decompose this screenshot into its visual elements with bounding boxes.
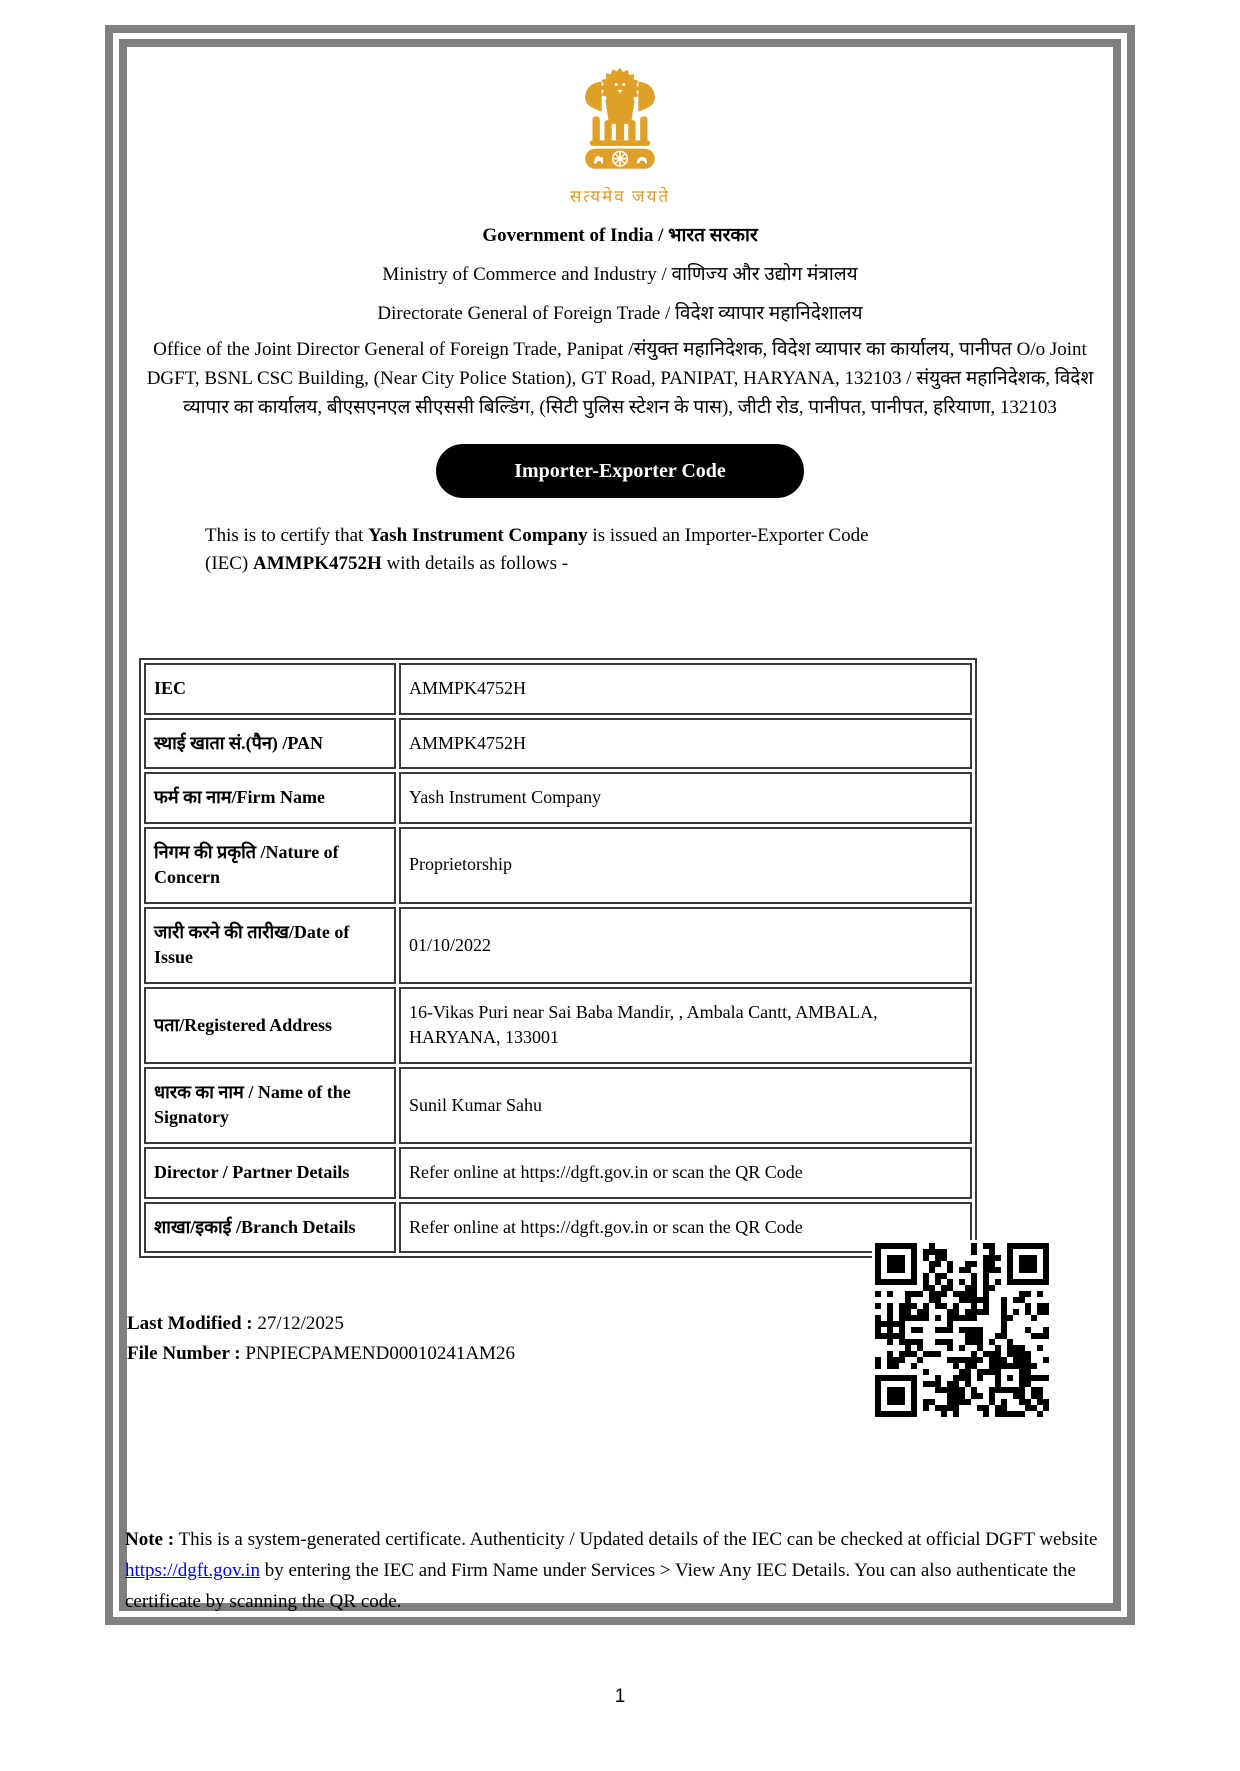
iec-code: AMMPK4752H — [253, 553, 382, 574]
meta-block — [127, 1309, 515, 1369]
last-modified-label: Last Modified : — [127, 1313, 253, 1334]
row-value: Refer online at https://dgft.gov.in or scan the QR Code — [399, 1202, 972, 1254]
table-row — [144, 1202, 972, 1254]
note-text-before-link: This is a system-generated certificate. Authenticity / Updated details of the IEC can be checked at official DGFT website — [174, 1529, 1098, 1550]
table-row — [144, 987, 972, 1064]
government-of-india-line: Government of India / भारत सरकार — [482, 225, 758, 246]
office-address-line: Office of the Joint Director General of Foreign Trade, Panipat /संयुक्त महानिदेशक, विदेश व्यापार का कार्यालय, पानीपत O/o Joint DGFT, BSNL CSC Building, (Near City Police Station), GT Road, PANIPAT, HARYANA, 132103 / संयुक्त महानिदेशक, विदेश व्यापार का कार्यालय, बीएसएनएल सीएससी बिल्डिंग, (सिटी पुलिस स्टेशन के पास), जीटी रोड, पानीपत, पानीपत, हरियाणा, 132103 — [146, 339, 1094, 418]
certificate-content — [125, 47, 1113, 1612]
file-number-label: File Number : — [127, 1343, 241, 1364]
page-number: 1 — [614, 1686, 626, 1707]
row-label: पता/Registered Address — [144, 987, 396, 1064]
table-row — [144, 772, 972, 824]
certification-prefix: This is to certify that — [205, 525, 369, 546]
last-modified-value: 27/12/2025 — [252, 1313, 344, 1334]
row-value: Yash Instrument Company — [399, 772, 972, 824]
certification-suffix: with details as follows - — [381, 553, 569, 574]
note-text-after-link: by entering the IEC and Firm Name under Services > View Any IEC Details. You can also authenticate the certificate by scanning the QR code. — [125, 1560, 1076, 1612]
row-value: AMMPK4752H — [399, 663, 972, 715]
row-label: IEC — [144, 663, 396, 715]
row-label: जारी करने की तारीख/Date of Issue — [144, 907, 396, 984]
table-row — [144, 1147, 972, 1199]
row-value: Sunil Kumar Sahu — [399, 1067, 972, 1144]
table-row — [144, 663, 972, 715]
dgft-website-link[interactable]: https://dgft.gov.in — [125, 1560, 260, 1581]
row-value: Proprietorship — [399, 827, 972, 904]
table-row — [144, 907, 972, 984]
certification-statement — [205, 522, 905, 578]
importer-exporter-code-badge — [436, 444, 804, 498]
certification-middle: is issued an Importer-Exporter Code (IEC) — [205, 525, 869, 574]
row-label: फर्म का नाम/Firm Name — [144, 772, 396, 824]
ministry-line: Ministry of Commerce and Industry / वाणिज्य और उद्योग मंत्रालय — [382, 264, 858, 285]
row-value: 01/10/2022 — [399, 907, 972, 984]
table-row — [144, 827, 972, 904]
note-label: Note : — [125, 1529, 175, 1550]
emblem-caption: सत्यमेव जयते — [569, 187, 671, 206]
table-row — [144, 718, 972, 770]
row-value: 16-Vikas Puri near Sai Baba Mandir, , Ambala Cantt, AMBALA, HARYANA, 133001 — [399, 987, 972, 1064]
row-label: निगम की प्रकृति /Nature of Concern — [144, 827, 396, 904]
row-label: शाखा/इकाई /Branch Details — [144, 1202, 396, 1254]
details-table — [139, 658, 977, 1258]
page-border-frame — [105, 25, 1135, 1625]
emblem-of-india-icon — [574, 164, 666, 181]
row-label: स्थाई खाता सं.(पैन) /PAN — [144, 718, 396, 770]
firm-name: Yash Instrument Company — [368, 525, 588, 546]
file-number-line — [127, 1339, 515, 1369]
row-label: धारक का नाम / Name of the Signatory — [144, 1067, 396, 1144]
directorate-line: Directorate General of Foreign Trade / विदेश व्यापार महानिदेशालय — [377, 303, 863, 324]
qr-code — [872, 1240, 1052, 1420]
row-value: Refer online at https://dgft.gov.in or scan the QR Code — [399, 1147, 972, 1199]
row-label: Director / Partner Details — [144, 1147, 396, 1199]
file-number-value: PNPIECPAMEND00010241AM26 — [240, 1343, 515, 1364]
table-row — [144, 1067, 972, 1144]
badge-label: Importer-Exporter Code — [514, 459, 726, 482]
row-value: AMMPK4752H — [399, 718, 972, 770]
note-paragraph — [125, 1524, 1119, 1617]
page-border-frame-inner — [119, 39, 1121, 1611]
last-modified-line — [127, 1309, 515, 1339]
